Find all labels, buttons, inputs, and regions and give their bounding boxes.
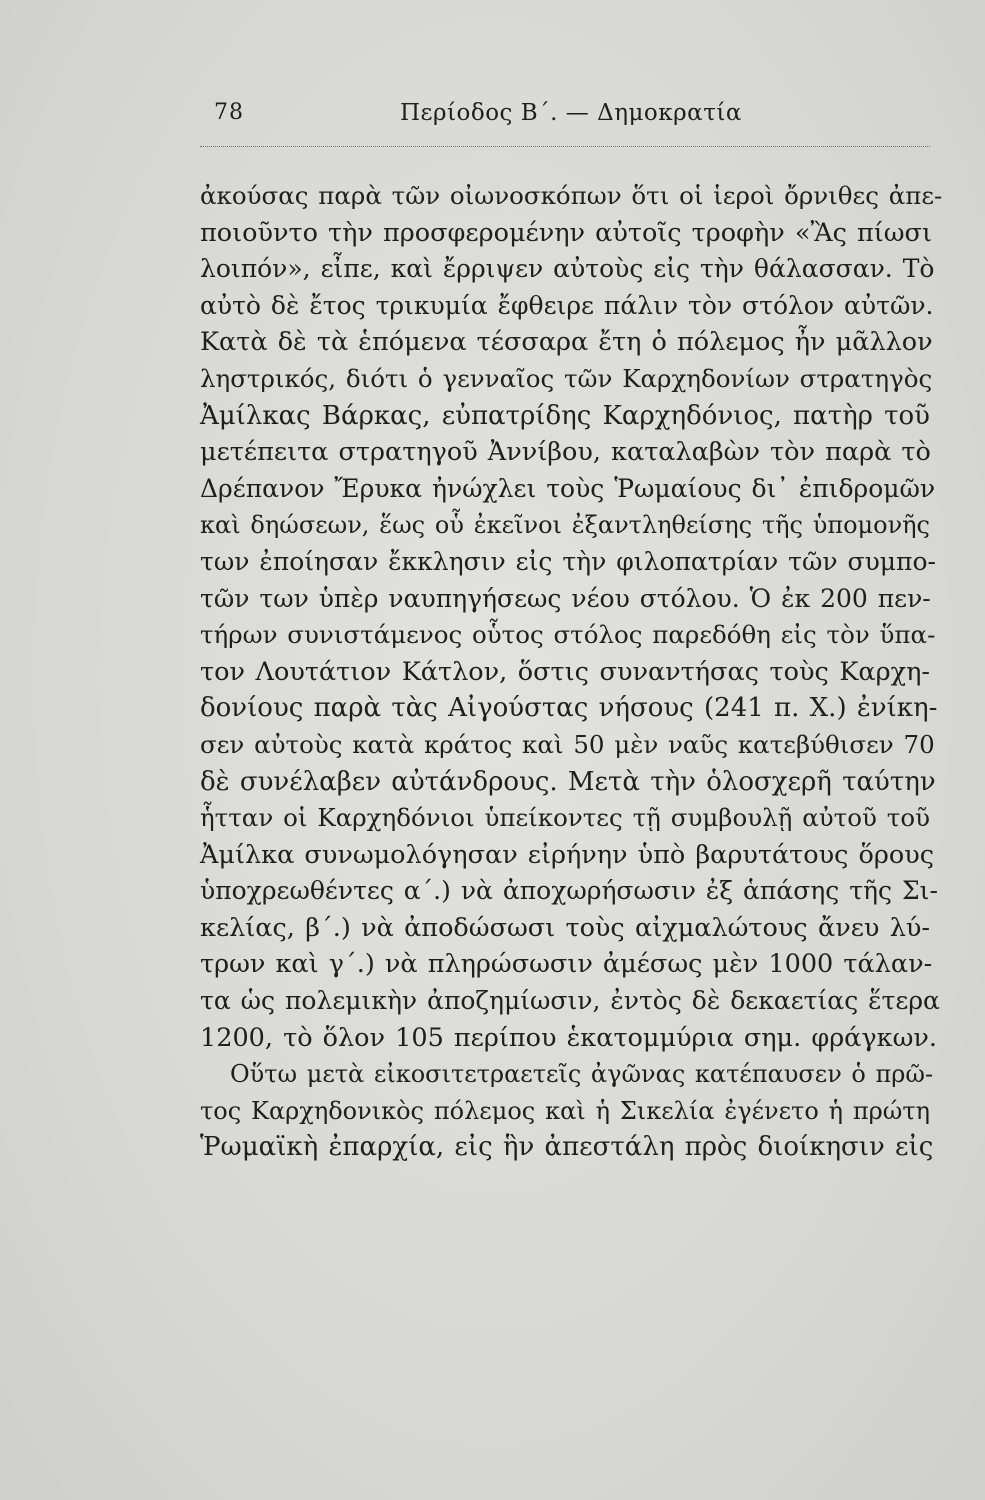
text-line: ληστρικός, διότι ὁ γενναῖος τῶν Καρχηδονίων στρατηγὸς	[200, 363, 933, 393]
body-text	[200, 178, 943, 1166]
text-line: αὐτὸ δὲ ἔτος τρικυμία ἔφθειρε πάλιν τὸν στόλον αὐτῶν.	[200, 290, 934, 320]
text-line-paragraph-start: Οὕτω μετὰ εἰκοσιτετραετεῖς ἀγῶνας κατέπαυσεν ὁ πρῶ-	[230, 1060, 934, 1089]
text-line: κελίας, β΄.) νὰ ἀποδώσωσι τοὺς αἰχμαλώτους ἄνευ λύ-	[200, 912, 930, 943]
text-line: δὲ συνέλαβεν αὐτάνδρους. Μετὰ τὴν ὁλοσχερῆ ταύτην	[200, 766, 936, 797]
text-line: Ἀμίλκας Βάρκας, εὐπατρίδης Καρχηδόνιος, πατὴρ τοῦ	[200, 400, 930, 431]
text-line: καὶ δηώσεων, ἕως οὗ ἐκεῖνοι ἐξαντληθείσης τῆς ὑπομονῆς	[200, 511, 930, 540]
page-number: 78	[214, 100, 244, 125]
text-line: δονίους παρὰ τὰς Αἰγούστας νήσους (241 π. Χ.) ἐνίκη-	[200, 693, 938, 724]
text-line: τήρων συνιστάμενος οὗτος στόλος παρεδόθη εἰς τὸν ὕπα-	[200, 620, 936, 650]
text-line: Ἀμίλκα συνωμολόγησαν εἰρήνην ὑπὸ βαρυτάτους ὅρους	[200, 839, 934, 870]
text-line: λοιπόν», εἶπε, καὶ ἔρριψεν αὐτοὺς εἰς τὴν θάλασσαν. Τὸ	[200, 254, 935, 284]
running-head: Περίοδος Β΄. — Δημοκρατία	[400, 100, 742, 126]
text-line: 1200, τὸ ὅλον 105 περίπου ἑκατομμύρια σημ. φράγκων.	[200, 1022, 937, 1053]
text-line: ποιοῦντο τὴν προσφερομένην αὐτοῖς τροφὴν «Ἂς πίωσι	[200, 217, 932, 248]
text-line: μετέπειτα στρατηγοῦ Ἀννίβου, καταλαβὼν τὸν παρὰ τὸ	[200, 437, 931, 468]
page-header	[200, 96, 930, 136]
text-line: τῶν των ὑπὲρ ναυπηγήσεως νέου στόλου. Ὁ ἐκ 200 πεν-	[200, 583, 931, 613]
text-line: σεν αὐτοὺς κατὰ κράτος καὶ 50 μὲν ναῦς κατεβύθισεν 70	[200, 729, 935, 759]
text-line: ὑποχρεωθέντες α΄.) νὰ ἀποχωρήσωσιν ἐξ ἁπάσης τῆς Σι-	[200, 876, 938, 906]
text-line: τον Λουτάτιον Κάτλον, ὅστις συναντήσας τοὺς Καρχη-	[200, 656, 930, 687]
text-line: τρων καὶ γ΄.) νὰ πληρώσωσιν ἀμέσως μὲν 1000 τάλαν-	[200, 949, 933, 980]
text-line: Κατὰ δὲ τὰ ἑπόμενα τέσσαρα ἔτη ὁ πόλεμος ἦν μᾶλλον	[200, 327, 933, 358]
text-line: ἧτταν οἱ Καρχηδόνιοι ὑπείκοντες τῇ συμβουλῇ αὐτοῦ τοῦ	[200, 803, 930, 833]
text-line: ἀκούσας παρὰ τῶν οἰωνοσκόπων ὅτι οἱ ἱεροὶ ὄρνιθες ἀπε-	[200, 181, 943, 210]
text-line: των ἐποίησαν ἔκκλησιν εἰς τὴν φιλοπατρίαν τῶν συμπο-	[200, 546, 936, 576]
text-line: τα ὡς πολεμικὴν ἀποζημίωσιν, ἐντὸς δὲ δεκαετίας ἕτερα	[200, 986, 940, 1016]
text-line: τος Καρχηδονικὸς πόλεμος καὶ ἡ Σικελία ἐγένετο ἡ πρώτη	[200, 1096, 930, 1125]
text-line: Ῥωμαϊκὴ ἐπαρχία, εἰς ἣν ἀπεστάλη πρὸς διοίκησιν εἰς	[200, 1132, 934, 1163]
text-line: Δρέπανον Ἔρυκα ἠνώχλει τοὺς Ῥωμαίους δι᾽ ἐπιδρομῶν	[200, 473, 936, 503]
header-rule	[200, 146, 930, 147]
